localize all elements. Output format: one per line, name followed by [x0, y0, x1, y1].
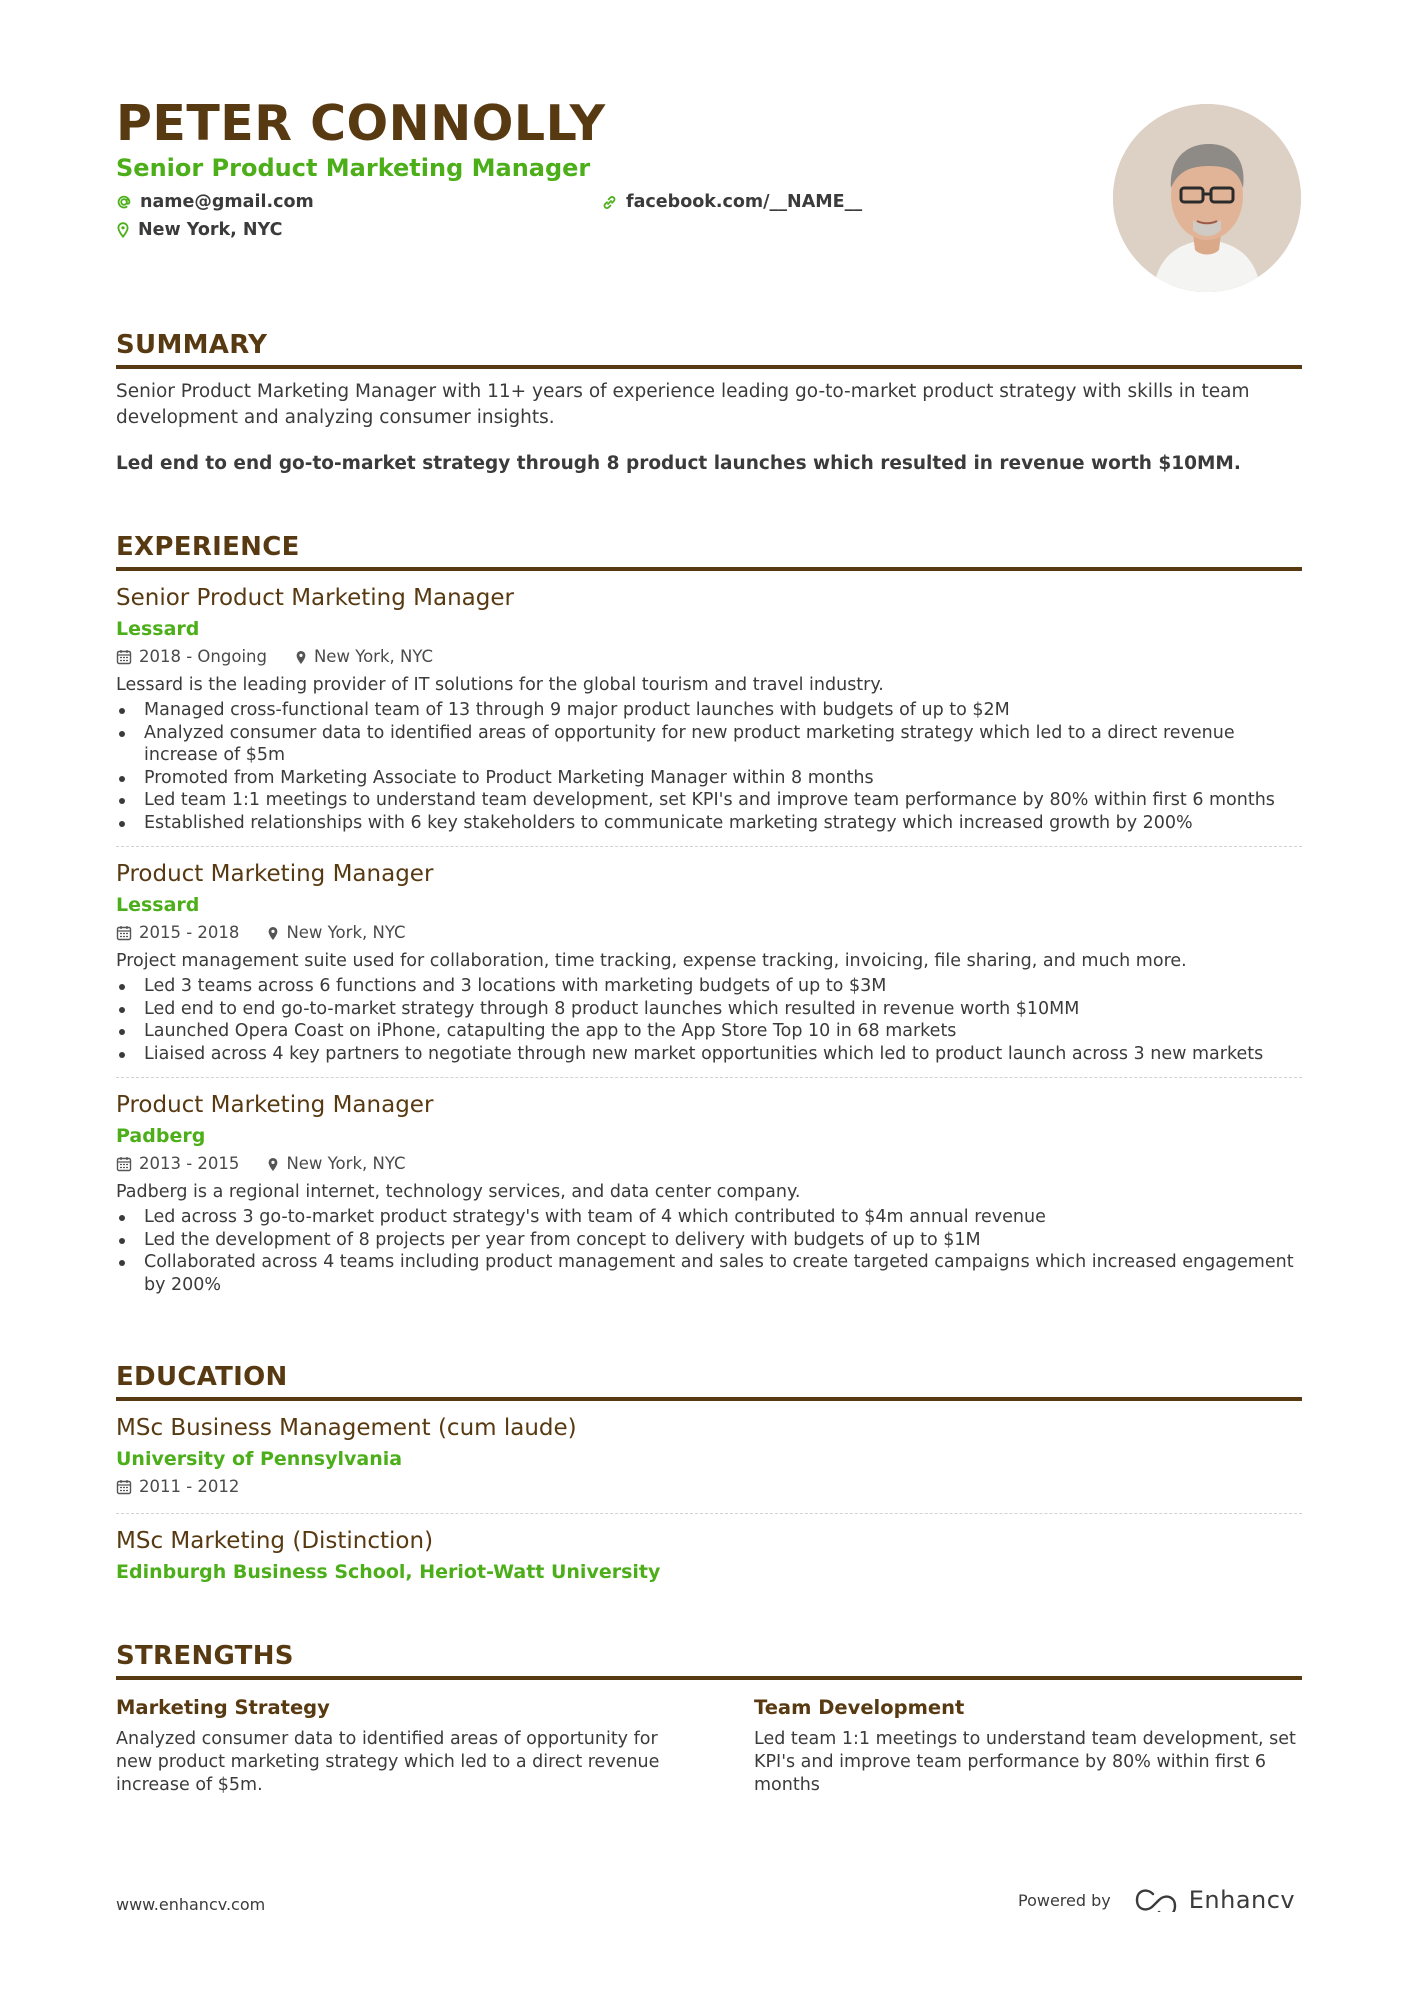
company-description: Project management suite used for collaboration, time tracking, expense tracking, invoicing, file sharing, and much more.: [116, 951, 1187, 972]
map-pin-icon: [116, 222, 130, 238]
achievement-item: Led the development of 8 projects per year from concept to delivery with budgets of up to $1M: [116, 1229, 1302, 1252]
achievement-item: Led across 3 go-to-market product strategy's with team of 4 which contributed to $4m annual revenue: [116, 1206, 1302, 1229]
link-icon: [601, 194, 618, 211]
job-dates: [116, 645, 267, 669]
strength-description: Analyzed consumer data to identified areas of opportunity for new product marketing strategy which led to a direct revenue increase of $5m.: [116, 1729, 660, 1796]
education-meta: [116, 1475, 1302, 1499]
summary-section: [116, 330, 1302, 474]
education-entry: [116, 1513, 1302, 1586]
company-name: Padberg: [116, 1125, 206, 1148]
school-name: University of Pennsylvania: [116, 1448, 403, 1471]
summary-text: Senior Product Marketing Manager with 11+ years of experience leading go-to-market product strategy with skills in team development and analyzing consumer insights.: [116, 381, 1250, 429]
achievement-item: Collaborated across 4 teams including product management and sales to create targeted campaigns which increased engagement by 200%: [116, 1251, 1302, 1296]
company-name: Lessard: [116, 894, 200, 917]
powered-by-label: Powered by: [1018, 1890, 1111, 1910]
candidate-title: Senior Product Marketing Manager: [116, 154, 591, 183]
achievement-list: [116, 975, 1302, 1065]
email-contact[interactable]: [116, 192, 314, 212]
experience-entry: [116, 1077, 1302, 1296]
job-meta: [116, 921, 1302, 945]
calendar-icon: [116, 649, 132, 665]
company-name: Lessard: [116, 618, 200, 641]
calendar-icon: [116, 925, 132, 941]
achievement-item: Led end to end go-to-market strategy through 8 product launches which resulted in revenue worth $10MM: [116, 998, 1302, 1021]
candidate-name: PETER CONNOLLY: [116, 95, 606, 152]
summary-highlight: Led end to end go-to-market strategy through 8 product launches which resulted in revenue worth $10MM.: [116, 453, 1241, 475]
brand-name: Enhancv: [1188, 1886, 1296, 1914]
dates-text: 2018 - Ongoing: [139, 647, 267, 667]
achievement-item: Promoted from Marketing Associate to Product Marketing Manager within 8 months: [116, 767, 1302, 790]
strength-item: [754, 1694, 1302, 1797]
degree-title: MSc Business Management (cum laude): [116, 1415, 577, 1442]
degree-title: MSc Marketing (Distinction): [116, 1528, 434, 1555]
strengths-grid: [116, 1694, 1302, 1797]
dates-text: 2015 - 2018: [139, 923, 240, 943]
achievement-item: Managed cross-functional team of 13 through 9 major product launches with budgets of up to $2M: [116, 699, 1302, 722]
calendar-icon: [116, 1479, 132, 1495]
section-heading: SUMMARY: [116, 330, 1302, 369]
experience-entry: [116, 571, 1302, 834]
job-title: Senior Product Marketing Manager: [116, 585, 514, 612]
section-heading: EXPERIENCE: [116, 532, 1302, 571]
job-title: Product Marketing Manager: [116, 1092, 434, 1119]
job-location: [295, 645, 433, 669]
profile-photo: [1113, 104, 1301, 292]
job-dates: [116, 1152, 239, 1176]
map-pin-icon: [267, 926, 279, 941]
map-pin-icon: [267, 1157, 279, 1172]
achievement-item: Launched Opera Coast on iPhone, catapulting the app to the App Store Top 10 in 68 markets: [116, 1020, 1302, 1043]
dates-text: 2013 - 2015: [139, 1154, 240, 1174]
achievement-list: [116, 1206, 1302, 1296]
location-text: New York, NYC: [286, 1154, 406, 1174]
company-description: Lessard is the leading provider of IT solutions for the global tourism and travel industry.: [116, 675, 884, 696]
achievement-list: [116, 699, 1302, 834]
footer-website[interactable]: www.enhancv.com: [116, 1895, 266, 1914]
job-title: Product Marketing Manager: [116, 861, 434, 888]
link-text: facebook.com/__NAME__: [626, 192, 863, 213]
achievement-item: Established relationships with 6 key stakeholders to communicate marketing strategy which increased growth by 200%: [116, 812, 1302, 835]
location-text: New York, NYC: [313, 647, 434, 667]
footer-branding: [1018, 1886, 1295, 1914]
location-text: New York, NYC: [138, 220, 283, 241]
brand-logo[interactable]: [1133, 1886, 1295, 1914]
email-text: name@gmail.com: [140, 192, 314, 213]
experience-entry: [116, 846, 1302, 1065]
section-heading: EDUCATION: [116, 1362, 1302, 1401]
social-link-contact[interactable]: [601, 192, 862, 212]
achievement-item: Liaised across 4 key partners to negotiate through new market opportunities which led to product launch across 3 new markets: [116, 1043, 1302, 1066]
company-description: Padberg is a regional internet, technology services, and data center company.: [116, 1182, 801, 1203]
education-section: [116, 1362, 1302, 1586]
education-entry: [116, 1401, 1302, 1499]
strengths-section: [116, 1641, 1302, 1797]
experience-section: [116, 532, 1302, 1296]
achievement-item: Led 3 teams across 6 functions and 3 locations with marketing budgets of up to $3M: [116, 975, 1302, 998]
location-text: New York, NYC: [286, 923, 406, 943]
section-heading: STRENGTHS: [116, 1641, 1302, 1680]
school-name: Edinburgh Business School, Heriot-Watt University: [116, 1561, 661, 1584]
achievement-item: Analyzed consumer data to identified areas of opportunity for new product marketing strategy which led to a direct revenue increase of $5m: [116, 722, 1302, 767]
strength-title: Marketing Strategy: [116, 1696, 330, 1720]
job-location: [267, 1152, 405, 1176]
map-pin-icon: [295, 650, 307, 665]
dates-text: 2011 - 2012: [139, 1477, 240, 1497]
strength-title: Team Development: [754, 1696, 965, 1720]
achievement-item: Led team 1:1 meetings to understand team development, set KPI's and improve team performance by 80% within first 6 months: [116, 789, 1302, 812]
strength-description: Led team 1:1 meetings to understand team development, set KPI's and improve team performance by 80% within first 6 months: [754, 1729, 1296, 1796]
calendar-icon: [116, 1156, 132, 1172]
job-dates: [116, 921, 239, 945]
at-sign-icon: [116, 194, 132, 210]
strength-item: [116, 1694, 664, 1797]
enhancv-logo-icon: [1133, 1888, 1179, 1912]
job-location: [267, 921, 405, 945]
education-dates: [116, 1475, 239, 1499]
job-meta: [116, 1152, 1302, 1176]
job-meta: [116, 645, 1302, 669]
location-contact: [116, 220, 282, 240]
